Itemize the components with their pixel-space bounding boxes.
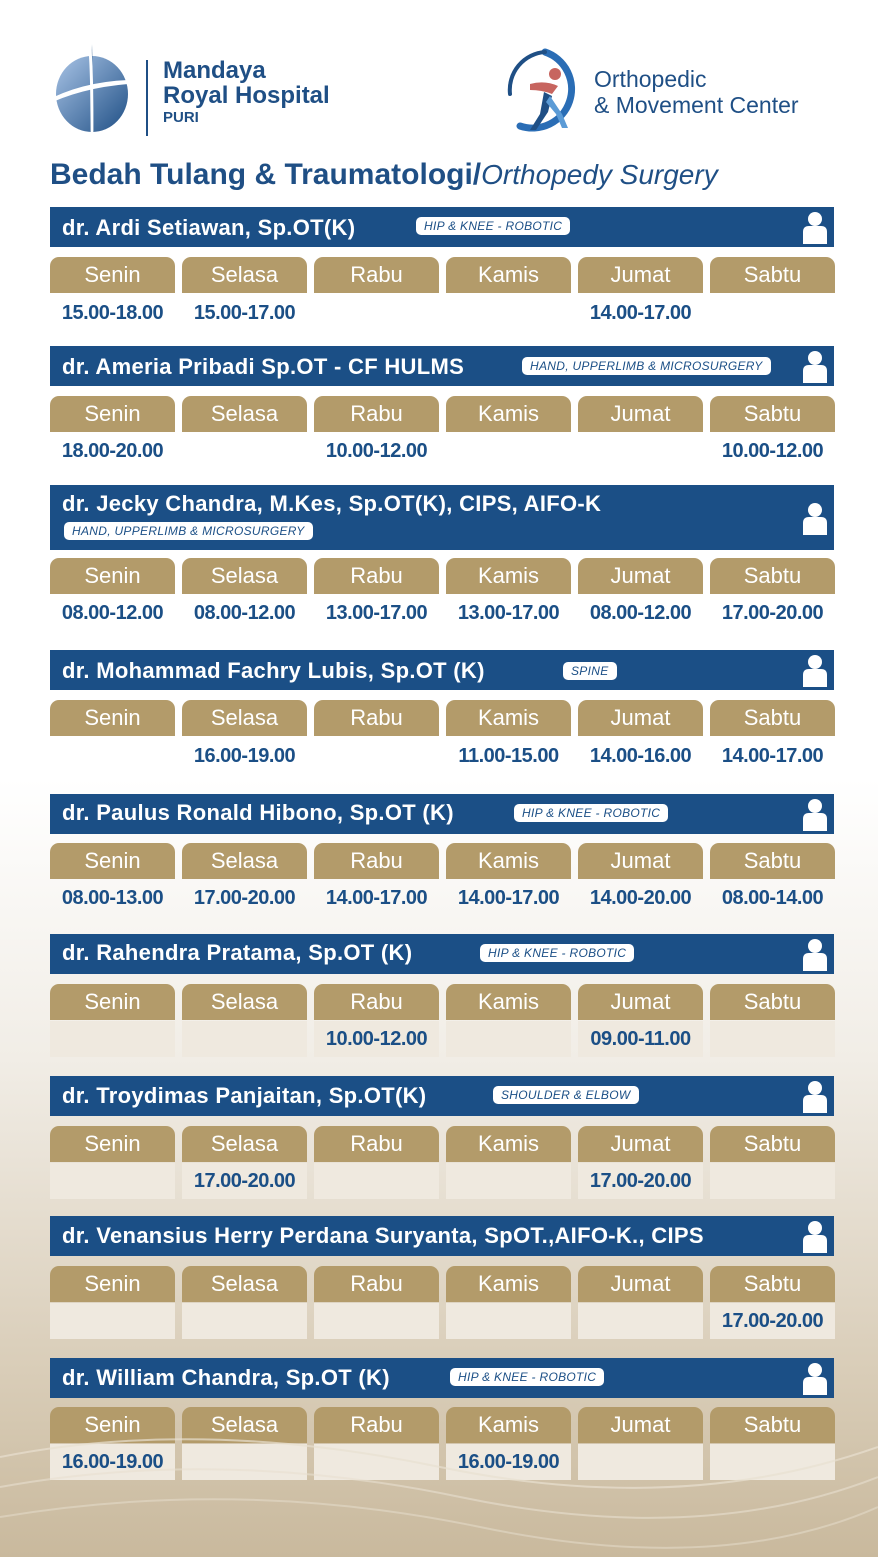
day-label-senin: Senin: [50, 700, 175, 736]
day-label-rabu: Rabu: [314, 984, 439, 1020]
time-slot-jumat: 09.00-11.00: [578, 1021, 703, 1057]
doctor-name: dr. Troydimas Panjaitan, Sp.OT(K): [62, 1083, 427, 1108]
time-slot-kamis: [446, 1163, 571, 1199]
day-label-kamis: Kamis: [446, 984, 571, 1020]
day-label-jumat: Jumat: [578, 1266, 703, 1302]
weekday-header-row: [50, 984, 834, 1020]
doctor-header: [50, 650, 834, 690]
doctor-header: [50, 207, 834, 247]
time-slot-kamis: [446, 295, 571, 331]
specialty-badge: SHOULDER & ELBOW: [493, 1086, 639, 1104]
day-label-selasa: Selasa: [182, 1407, 307, 1443]
time-slot-jumat: [578, 1303, 703, 1339]
person-icon: [802, 937, 828, 971]
day-label-senin: Senin: [50, 1126, 175, 1162]
day-label-sabtu: Sabtu: [710, 1407, 835, 1443]
mandaya-logo-icon: [40, 42, 132, 138]
day-label-sabtu: Sabtu: [710, 984, 835, 1020]
time-slot-selasa: [182, 1303, 307, 1339]
schedule-times-row: [50, 1021, 834, 1057]
day-label-rabu: Rabu: [314, 843, 439, 879]
time-slot-jumat: [578, 433, 703, 469]
day-label-rabu: Rabu: [314, 558, 439, 594]
day-label-sabtu: Sabtu: [710, 843, 835, 879]
time-slot-senin: [50, 1303, 175, 1339]
time-slot-senin: 08.00-12.00: [61, 602, 164, 624]
time-slot-sabtu: 17.00-20.00: [721, 602, 824, 624]
time-slot-selasa: 08.00-12.00: [193, 602, 296, 624]
day-label-selasa: Selasa: [182, 396, 307, 432]
time-slot-sabtu: 10.00-12.00: [721, 440, 824, 462]
schedule-times-row: [50, 1163, 834, 1199]
person-icon: [802, 797, 828, 831]
doctor-header: [50, 1358, 834, 1398]
doctor-name: dr. Ameria Pribadi Sp.OT - CF HULMS: [62, 354, 465, 379]
time-slot-senin: [50, 738, 175, 774]
day-label-senin: Senin: [50, 843, 175, 879]
day-label-senin: Senin: [50, 984, 175, 1020]
time-slot-senin: 18.00-20.00: [61, 440, 164, 462]
schedule-times-row: [50, 1303, 834, 1339]
specialty-badge: SPINE: [563, 662, 617, 680]
day-label-jumat: Jumat: [578, 257, 703, 293]
time-slot-rabu: 10.00-12.00: [314, 1021, 439, 1057]
day-label-selasa: Selasa: [182, 843, 307, 879]
center-name-line1: Orthopedic: [594, 66, 707, 92]
person-icon: [802, 1219, 828, 1253]
day-label-senin: Senin: [50, 257, 175, 293]
time-slot-rabu: [314, 295, 439, 331]
person-icon: [802, 653, 828, 687]
person-icon: [802, 1361, 828, 1395]
specialty-badge: HAND, UPPERLIMB & MICROSURGERY: [64, 522, 313, 540]
doctor-name: dr. Ardi Setiawan, Sp.OT(K): [62, 215, 356, 240]
weekday-header-row: [50, 257, 834, 293]
person-icon: [802, 1079, 828, 1113]
weekday-header-row: [50, 843, 834, 879]
time-slot-sabtu: [710, 1021, 835, 1057]
time-slot-rabu: 10.00-12.00: [325, 440, 428, 462]
brand-divider: [146, 60, 148, 136]
day-label-selasa: Selasa: [182, 1266, 307, 1302]
day-label-selasa: Selasa: [182, 1126, 307, 1162]
time-slot-jumat: 08.00-12.00: [589, 602, 692, 624]
day-label-sabtu: Sabtu: [710, 700, 835, 736]
weekday-header-row: [50, 396, 834, 432]
day-label-kamis: Kamis: [446, 1266, 571, 1302]
doctor-header: [50, 934, 834, 974]
time-slot-selasa: 17.00-20.00: [182, 1163, 307, 1199]
day-label-sabtu: Sabtu: [710, 1126, 835, 1162]
doctor-header: [50, 485, 834, 550]
doctor-name: dr. Jecky Chandra, M.Kes, Sp.OT(K), CIPS, AIFO-K: [62, 491, 602, 516]
page-title-sub: Orthopedy Surgery: [481, 159, 718, 190]
time-slot-kamis: [446, 433, 571, 469]
time-slot-kamis: [446, 1021, 571, 1057]
day-label-jumat: Jumat: [578, 558, 703, 594]
weekday-header-row: [50, 1126, 834, 1162]
day-label-kamis: Kamis: [446, 843, 571, 879]
day-label-rabu: Rabu: [314, 1126, 439, 1162]
day-label-rabu: Rabu: [314, 396, 439, 432]
doctor-header: [50, 346, 834, 386]
header: [0, 0, 878, 150]
time-slot-kamis: 13.00-17.00: [457, 602, 560, 624]
time-slot-selasa: [182, 1021, 307, 1057]
decorative-waves: [0, 1397, 878, 1557]
day-label-kamis: Kamis: [446, 396, 571, 432]
time-slot-senin: 15.00-18.00: [61, 302, 164, 324]
day-label-senin: Senin: [50, 1407, 175, 1443]
hospital-name-line2: Royal Hospital: [163, 82, 330, 110]
time-slot-sabtu: 17.00-20.00: [710, 1303, 835, 1339]
day-label-rabu: Rabu: [314, 700, 439, 736]
day-label-senin: Senin: [50, 558, 175, 594]
time-slot-rabu: 13.00-17.00: [325, 602, 428, 624]
time-slot-senin: [50, 1021, 175, 1057]
time-slot-rabu: [314, 1303, 439, 1339]
day-label-kamis: Kamis: [446, 558, 571, 594]
time-slot-jumat: 14.00-20.00: [589, 887, 692, 909]
day-label-jumat: Jumat: [578, 396, 703, 432]
specialty-badge: HIP & KNEE - ROBOTIC: [450, 1368, 604, 1386]
day-label-sabtu: Sabtu: [710, 257, 835, 293]
day-label-jumat: Jumat: [578, 1126, 703, 1162]
day-label-kamis: Kamis: [446, 257, 571, 293]
weekday-header-row: [50, 1266, 834, 1302]
person-icon: [802, 210, 828, 244]
time-slot-jumat: 14.00-16.00: [589, 745, 692, 767]
day-label-selasa: Selasa: [182, 984, 307, 1020]
day-label-senin: Senin: [50, 1266, 175, 1302]
day-label-rabu: Rabu: [314, 1266, 439, 1302]
time-slot-kamis: 16.00-19.00: [446, 1444, 571, 1480]
hospital-name-line1: Mandaya: [163, 57, 266, 84]
time-slot-selasa: 15.00-17.00: [193, 302, 296, 324]
doctor-name: dr. William Chandra, Sp.OT (K): [62, 1365, 390, 1390]
day-label-selasa: Selasa: [182, 257, 307, 293]
movement-center-logo-icon: [500, 44, 590, 140]
specialty-badge: HIP & KNEE - ROBOTIC: [416, 217, 570, 235]
center-name-line2: & Movement Center: [594, 92, 799, 119]
time-slot-rabu: [314, 738, 439, 774]
time-slot-selasa: 17.00-20.00: [193, 887, 296, 909]
time-slot-kamis: 14.00-17.00: [457, 887, 560, 909]
hospital-name-line3: PURI: [163, 109, 199, 127]
doctor-header: [50, 794, 834, 834]
schedule-times-row: [50, 433, 834, 469]
page-title: [50, 158, 718, 192]
schedule-times-row: [50, 595, 834, 631]
day-label-sabtu: Sabtu: [710, 396, 835, 432]
specialty-badge: HIP & KNEE - ROBOTIC: [480, 944, 634, 962]
day-label-selasa: Selasa: [182, 558, 307, 594]
time-slot-kamis: 11.00-15.00: [458, 745, 559, 767]
doctor-name: dr. Venansius Herry Perdana Suryanta, SpOT.,AIFO-K., CIPS: [62, 1223, 704, 1248]
day-label-jumat: Jumat: [578, 700, 703, 736]
time-slot-rabu: 14.00-17.00: [325, 887, 428, 909]
time-slot-sabtu: 14.00-17.00: [721, 745, 824, 767]
time-slot-selasa: 16.00-19.00: [193, 745, 296, 767]
page-title-main: Bedah Tulang & Traumatologi/: [50, 158, 482, 191]
time-slot-senin: 16.00-19.00: [50, 1444, 175, 1480]
time-slot-senin: 08.00-13.00: [61, 887, 164, 909]
weekday-header-row: [50, 700, 834, 736]
person-icon: [802, 349, 828, 383]
time-slot-selasa: [182, 433, 307, 469]
time-slot-jumat: 14.00-17.00: [589, 302, 692, 324]
time-slot-sabtu: [710, 1163, 835, 1199]
doctor-name: dr. Mohammad Fachry Lubis, Sp.OT (K): [62, 658, 485, 683]
specialty-badge: HIP & KNEE - ROBOTIC: [514, 804, 668, 822]
doctor-name: dr. Rahendra Pratama, Sp.OT (K): [62, 940, 413, 965]
center-name: [594, 66, 799, 119]
day-label-sabtu: Sabtu: [710, 1266, 835, 1302]
day-label-sabtu: Sabtu: [710, 558, 835, 594]
schedule-times-row: [50, 880, 834, 916]
schedule-times-row: [50, 295, 834, 331]
doctor-name: dr. Paulus Ronald Hibono, Sp.OT (K): [62, 800, 454, 825]
day-label-senin: Senin: [50, 396, 175, 432]
time-slot-sabtu: 08.00-14.00: [721, 887, 824, 909]
day-label-jumat: Jumat: [578, 984, 703, 1020]
time-slot-senin: [50, 1163, 175, 1199]
time-slot-kamis: [446, 1303, 571, 1339]
time-slot-sabtu: [710, 295, 835, 331]
day-label-kamis: Kamis: [446, 700, 571, 736]
time-slot-jumat: 17.00-20.00: [578, 1163, 703, 1199]
day-label-jumat: Jumat: [578, 1407, 703, 1443]
weekday-header-row: [50, 558, 834, 594]
specialty-badge: HAND, UPPERLIMB & MICROSURGERY: [522, 357, 771, 375]
day-label-kamis: Kamis: [446, 1407, 571, 1443]
day-label-kamis: Kamis: [446, 1126, 571, 1162]
day-label-selasa: Selasa: [182, 700, 307, 736]
hospital-name: [163, 58, 330, 126]
day-label-rabu: Rabu: [314, 1407, 439, 1443]
day-label-rabu: Rabu: [314, 257, 439, 293]
doctor-header: [50, 1076, 834, 1116]
doctor-header: [50, 1216, 834, 1256]
time-slot-rabu: [314, 1163, 439, 1199]
schedule-times-row: [50, 738, 834, 774]
day-label-jumat: Jumat: [578, 843, 703, 879]
person-icon: [802, 501, 828, 535]
